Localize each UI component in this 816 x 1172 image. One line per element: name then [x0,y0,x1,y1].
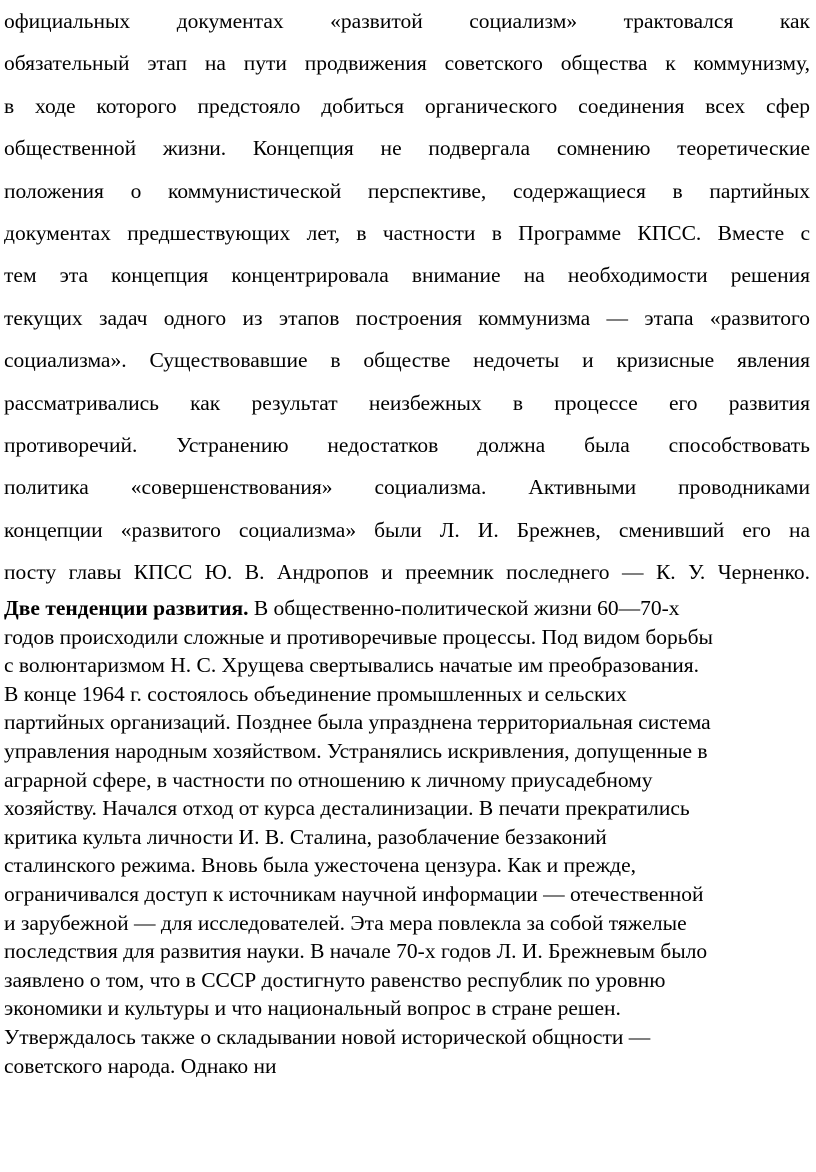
text-line: и зарубежной — для исследователей. Эта мера повлекла за собой тяжелые [4,910,687,935]
text-line: В конце 1964 г. состоялось объединение промышленных и сельских [4,681,627,706]
text-line: текущих задач одного из этапов построения коммунизма — этапа «развитого [4,305,810,330]
text-line: экономики и культуры и что национальный вопрос в стране решен. [4,996,621,1021]
text-line: ограничивался доступ к источникам научной информации — отечественной [4,881,704,906]
paragraph-two-tendencies [4,594,810,1080]
text-line: управления народным хозяйством. Устранялись искривления, допущенные в [4,738,708,763]
text-line: обязательный этап на пути продвижения советского общества к коммунизму, [4,51,810,76]
text-line: общественной жизни. Концепция не подвергала сомнению теоретические [4,136,810,161]
text-line: заявлено о том, что в СССР достигнуто равенство республик по уровню [4,967,666,992]
text-line: социализма». Существовавшие в обществе недочеты и кризисные явления [4,348,810,373]
text-line: Утверждалось также о складывании новой исторической общности — [4,1024,651,1049]
text-line: рассматривались как результат неизбежных в процессе его развития [4,390,810,415]
text-line: советского народа. Однако ни [4,1053,277,1078]
text-line: с волюнтаризмом Н. С. Хрущева свертывались начатые им преобразования. [4,653,700,678]
text-line: в ходе которого предстояло добиться органического соединения всех сфер [4,93,810,118]
text-line: последствия для развития науки. В начале 70-х годов Л. И. Брежневым было [4,939,708,964]
first-line-text: В общественно-политической жизни 60—70-х [248,596,680,620]
text-line: хозяйству. Начался отход от курса десталинизации. В печати прекратились [4,796,690,821]
text-line: концепции «развитого социализма» были Л. И. Брежнев, сменивший его на [4,517,810,542]
text-line: партийных организаций. Позднее была упразднена территориальная система [4,710,711,735]
text-line: годов происходили сложные и противоречивые процессы. Под видом борьбы [4,624,713,649]
text-line: противоречий. Устранению недостатков должна была способствовать [4,433,810,458]
text-line: тем эта концепция концентрировала внимание на необходимости решения [4,263,810,288]
text-line: критика культа личности И. В. Сталина, разоблачение беззаконий [4,824,607,849]
paragraph-developed-socialism [4,0,810,594]
text-line: документах предшествующих лет, в частности в Программе КПСС. Вместе с [4,221,810,246]
section-heading: Две тенденции развития. [4,596,249,620]
text-line-first [4,594,810,623]
text-line: положения о коммунистической перспективе, содержащиеся в партийных [4,178,810,203]
text-line: сталинского режима. Вновь была ужесточена цензура. Как и прежде, [4,853,637,878]
text-line: официальных документах «развитой социализм» трактовался как [4,9,810,33]
text-line: аграрной сфере, в частности по отношению к личному приусадебному [4,767,653,792]
text-line: политика «совершенствования» социализма. Активными проводниками [4,475,810,500]
text-line: посту главы КПСС Ю. В. Андропов и преемник последнего — К. У. Черненко. [4,560,810,585]
